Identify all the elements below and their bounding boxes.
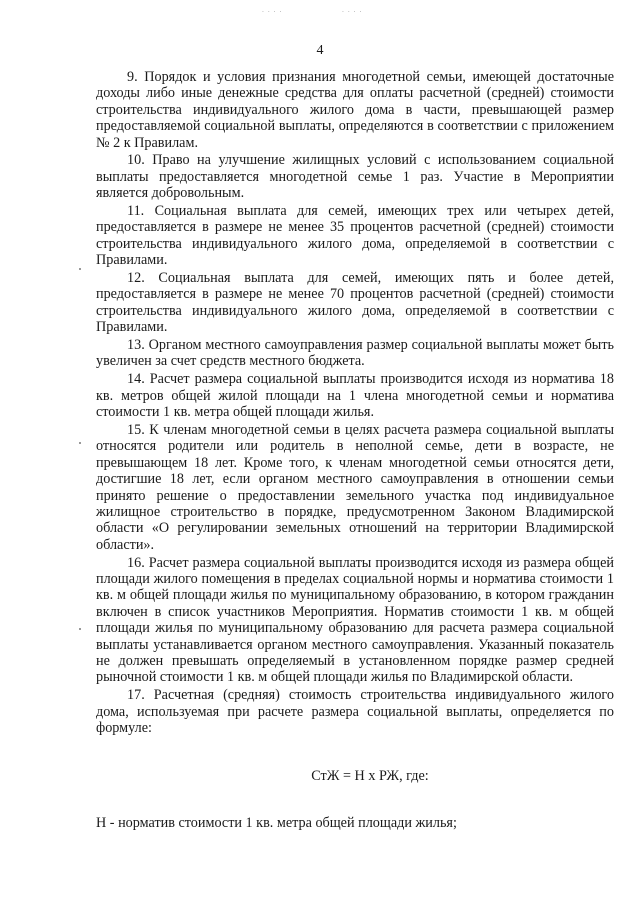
- document-body: [96, 69, 614, 831]
- page-number: 4: [316, 43, 324, 58]
- paragraph-12: 12. Социальная выплата для семей, имеющих пять и более детей, предоставляется в размере не менее 70 процентов расчетной (средней) стоимости строительства индивидуального жилого дома, определяемой в соответствии с Правилами.: [96, 270, 614, 336]
- scan-artifact: · · · ·: [342, 9, 363, 16]
- formula-definition: Н - норматив стоимости 1 кв. метра общей площади жилья;: [96, 814, 457, 831]
- scan-artifact: · · · ·: [262, 9, 283, 16]
- paragraph-11: 11. Социальная выплата для семей, имеющих трех или четырех детей, предоставляется в размере не менее 35 процентов расчетной (средней) стоимости строительства индивидуального жилого дома, определяемой в соответствии с Правилами.: [96, 203, 614, 269]
- margin-dot: [79, 628, 81, 630]
- margin-dot: [79, 442, 81, 444]
- paragraph-15: 15. К членам многодетной семьи в целях расчета размера социальной выплаты относятся родители или родитель в неполной семье, дети в возрасте, не превышающем 18 лет. Кроме того, к членам многодетной семьи относятся дети, достигшие 18 лет, если органом местного самоуправления в отношении семьи принято решение о предоставлении земельного участка под индивидуальное жилищное строительство в порядке, предусмотренном Законом Владимирской области «О регулировании земельных отношений на территории Владимирской области».: [96, 421, 614, 553]
- paragraph-14: 14. Расчет размера социальной выплаты производится исходя из норматива 18 кв. метров общей жилой площади на 1 члена многодетной семьи и норматива стоимости 1 кв. метра общей площади жилья.: [96, 371, 614, 421]
- paragraph-9: 9. Порядок и условия признания многодетной семьи, имеющей достаточные доходы либо иные денежные средства для оплаты расчетной (средней) стоимости строительства индивидуального жилого дома в части, превышающей размер предоставляемой социальной выплаты, определяются в соответствии с приложением № 2 к Правилам.: [96, 69, 614, 151]
- paragraph-13: 13. Органом местного самоуправления размер социальной выплаты может быть увеличен за счет средств местного бюджета.: [96, 337, 614, 370]
- paragraph-10: 10. Право на улучшение жилищных условий с использованием социальной выплаты предоставляется многодетной семье 1 раз. Участие в Мероприятии является добровольным.: [96, 152, 614, 202]
- paragraph-17: 17. Расчетная (средняя) стоимость строительства индивидуального жилого дома, используемая при расчете размера социальной выплаты, определяется по формуле:: [96, 687, 614, 736]
- paragraph-16: 16. Расчет размера социальной выплаты производится исходя из размера общей площади жилого помещения в пределах социальной нормы и норматива стоимости 1 кв. м общей площади жилья по муниципальному образованию, в котором гражданин включен в список участников Мероприятия. Норматив стоимости 1 кв. м общей площади жилья по муниципальному образованию для расчета размера социальной выплаты устанавливается органом местного самоуправления. Указанный показатель не должен превышать определяемый в установленном порядке размер средней рыночной стоимости 1 кв. м общей площади жилья по Владимирской области.: [96, 554, 614, 686]
- formula: СтЖ = Н х РЖ, где:: [311, 768, 429, 785]
- margin-dot: [79, 268, 81, 270]
